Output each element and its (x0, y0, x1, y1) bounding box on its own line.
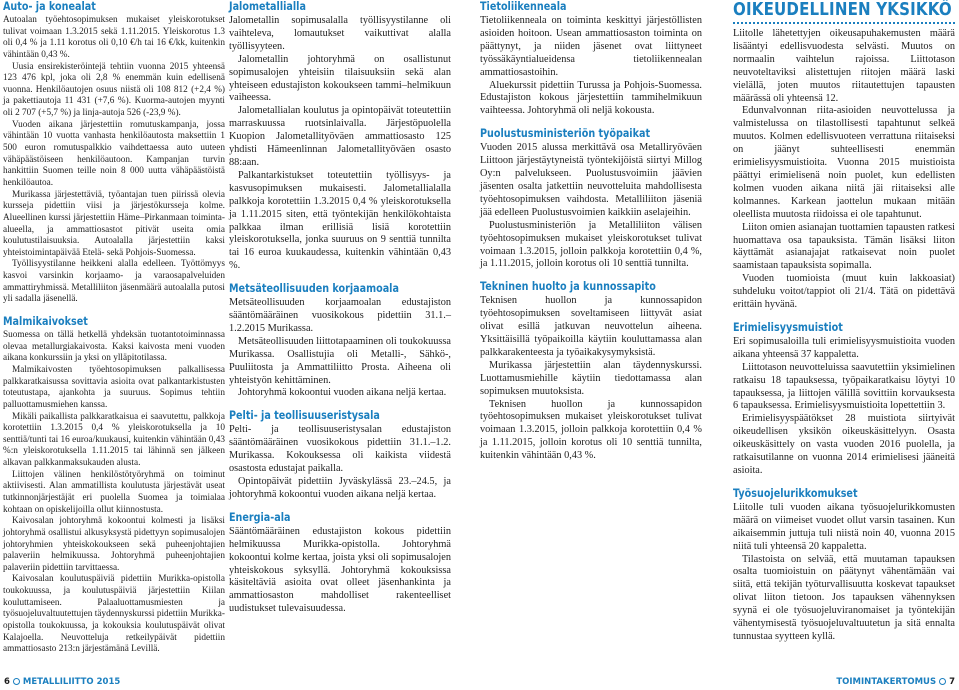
column-jalometallialla (229, 0, 451, 616)
page-number-left: 6 (4, 677, 10, 687)
heading-malmikaivokset: Malmikaivokset (3, 315, 88, 329)
paragraph: Tilastoista on selvää, että muutaman tapauksen osalta tuomioistuin on päätynyt vähentämään vai siitä, että tekijän työturvallisuutta koskevat tapaukset olivat liiton tietoon. Jos tapauksen vähennyksen syynä ei ole työsuojeluviranomaiset ja työntekijän vähentymisestä työsuojeluvaltuutetun ja sitä ennalta tunnustaa syytteen kyllä. (733, 553, 955, 642)
report-title: TOIMINTAKERTOMUS (836, 677, 937, 687)
heading-energia-ala: Energia-ala (229, 510, 291, 524)
paragraph: Suomessa on tällä hetkellä yhdeksän tuotantotoiminnassa olevaa metallurgiakaivosta. Kaksi kaivosta meni vuoden aikana konkurssiin ja yksi on ylläpitotilassa. (3, 330, 225, 364)
paragraph: Kaivosalan koulutuspäiviä pidettiin Murikka-opistolla toukokuussa, ja koulutuspäiviä järjestettiin Kiilan kouluttamiseen. Palaaluottamusmiesten ja työsuojeluvaltuutettujen täydennyskurssi pidettiin Murikka-opistolla toukokuussa, ja kokouksia koulutuspäivät olivat Kalajoella. Neuvotteluja retkeilypäivät pidettiin ammattiosasto 213:n järjestämänä Levillä. (3, 574, 225, 655)
paragraph: Murikassa järjestettäviä, työantajan tuen piirissä olevia kursseja pidettiin viisi ja järjestökursseja kolme. Alueellinen kurssi järjestettiin Häme–Pirkanmaan toiminta-alueella, ja ammattiosastot pitivät useita omia koulutustilaisuuksia. Autoalalla järjestettiin kaksi yhteistoimintapäivää Etelä- sekä Pohjois-Suomessa. (3, 189, 225, 258)
paragraph: Jalometallin johtoryhmä on osallistunut sopimusalojen yhteisiin tilaisuuksiin sekä alan yhteiseen edustajiston kokoukseen tammi–helmikuun vaiheessa. (229, 53, 451, 104)
paragraph: Malmikaivosten työehtosopimuksen palkallisessa palkkaratkaisussa sovittavia asioita ovat palkantarkistusten toteutustapa, ajankohta ja suuruus. Sopimus tehtiin palluottamusmiehen kanssa. (3, 364, 225, 410)
paragraph: Liitolle lähetettyjen oikeusapuhakemusten määrä lisääntyi edellisvuodesta selvästi. Muutos on normaalin vaihtelun rajoissa. Liittotason neuvoteltaviksi alistettujen riitojen määrä laski vielällä, joten muutos riitautettujen tapausten määrässä oli yhteensä 12. (733, 28, 955, 104)
heading-pelti-ja-teollisuuseristysala: Pelti- ja teollisuuseristysala (229, 409, 380, 423)
footer-right (836, 675, 955, 689)
paragraph: Tietoliikenneala on toiminta keskittyi järjestöllisten asioiden hoitoon. Usean ammattiosaston toiminta on päättynyt, ja niiden jäsenet ovat liittyneet työssäkäyntialueidensa tietoliikennealan ammattiosastoihin. (480, 15, 702, 78)
heading-metsateollisuuden-korjaamoala: Metsäteollisuuden korjaamoala (229, 282, 399, 296)
paragraph: Autoalan työehtosopimuksen mukaiset yleiskorotukset tulivat voimaan 1.3.2015 sekä 1.11.2015. Yleiskorotus 1.3 oli 0,4 % ja 1.11 korotus oli 0,10 €/h tai 16 €/kk, kuitenkin vähintään 0,43 %. (3, 15, 225, 60)
heading-puolustusministerion-tyopaikat: Puolustusministeriön työpaikat (480, 127, 651, 141)
paragraph: Palkantarkistukset toteutettiin työllisyys- ja kasvusopimuksen mukaisesti. Jalometallialalla palkkoja korotettiin 1.3.2015 0,4 % yleiskorotuksella ja 1.11.2015 siten, että työntekijän henkilökohtaista palkkaa ilman erillisiä lisiä korotettiin yleiskorotuksella, jonka suuruus on 9 senttiä tunnilta tai 16 euroa kuukaudessa, kuitenkin vähintään 0,43 %. (229, 169, 451, 272)
paragraph: Sääntömääräinen edustajiston kokous pidettiin helmikuussa Murikka-opistolla. Johtoryhmä kokoontui kolme kertaa, joista yksi oli sopimusalojen yhteiskokous syksyllä. Johtoryhmä kokouksissa käsiteltäviä asioita ovat olleet jäsenhankinta ja ammattiosaston mahdolliset rakenteelliset uudistukset tulevaisuudessa. (229, 525, 451, 615)
page-number-right: 7 (949, 677, 955, 687)
section-masthead: OIKEUDELLINEN YKSIKKÖ (733, 0, 952, 20)
paragraph: Liiton omien asianajan tuottamien tapausten ratkesi huomattava osa tapauksista. Tämän lisäksi liiton käyttämät asianajajat ratkaisevat noin puolet saamistaan tapauksista sopimalla. (733, 221, 955, 272)
heading-tyosuojelurikkomukset: Työsuojelurikkomukset (733, 486, 858, 500)
paragraph: Liitolle tuli vuoden aikana työsuojelurikkomusten määrä on viimeiset vuodet ollut varsin tasainen. Kun aikaisemmin juttuja tuli niistä noin 40, vuonna 2015 niitä tuli yhteensä 20 kappaletta. (733, 501, 955, 552)
publication-title: METALLILIITTO 2015 (22, 677, 121, 687)
paragraph: Aluekurssit pidettiin Turussa ja Pohjois-Suomessa. Edustajiston kokous järjestettiin tammihelmikuun vaihteessa. Johtoryhmä oli neljä kokousta. (480, 79, 702, 117)
paragraph: Uusia ensirekisteröintejä tehtiin vuonna 2015 yhteensä 123 476 kpl, joka oli 2,8 % enemmän kuin edellisenä vuonna. Henkilöautojen osuus niistä oli 108 812 (+2,4 %) ja pakettiautoja 11 431 (+7,6 %). Kuorma-autojen myynti oli 2 707 (+5,7 %) ja linja-autoja 526 (-23,9 %). (3, 61, 225, 119)
paragraph: Jalometallialan koulutus ja opintopäivät toteutettiin marraskuussa ruotsinlaivalla. Järjestöpuolella Kuopion Jalometallityöväen ammattiosasto 125 yhdisti Hämeenlinnan Jalometallityöväen osasto 88:aan. (229, 105, 451, 168)
paragraph: Liittojen välinen henkilöstötyöryhmä on toiminut aktiivisesti. Alan ammatillista koulutusta järjestävät useat tutkinnonjärjestäjät eri puolella Suomea ja toimialaa kohtaan on opiskelijoilla ollut kiinnostusta. (3, 469, 225, 515)
paragraph: Eri sopimusaloilla tuli erimielisyysmuistioita vuoden aikana yhteensä 37 kappaletta. (733, 335, 955, 360)
circle-icon (13, 678, 20, 685)
paragraph: Puolustusministeriön ja Metalliliiton välisen työehtosopimuksen mukaiset yleiskorotukset tulivat voimaan 1.3.2015, jolloin palkkoja korotettiin 0,4 %, ja 1.11.2015, jolloin korotus oli 10 senttiä tunnilta. (480, 219, 702, 270)
heading-jalometallialla: Jalometallialla (229, 0, 306, 13)
paragraph: Työllisyystilanne heikkeni alalla edelleen. Työttömyys kasvoi varsinkin korjaamo- ja varaosapalveluiden ammattiryhmissä. Metalliliiton jäsenmäärä autoalalla putosi yli sadalla jäsenellä. (3, 259, 225, 305)
paragraph: Opintopäivät pidettiin Jyväskylässä 23.–24.5, ja johtoryhmä kokoontui vuoden aikana neljä kertaa. (229, 476, 451, 500)
column-tietoliikenneala (480, 0, 702, 463)
circle-icon (939, 678, 946, 685)
paragraph: Murikassa järjestettiin alan täydennyskurssi. Luottamusmiehille käytiin tiedottamassa alan sopimuksen muutoksista. (480, 359, 702, 397)
paragraph: Vuoden 2015 alussa merkittävä osa Metalliryöväen Liittoon järjestäytyneistä työntekijöistä siirtyi Millog Oy:n palvelukseen. Puolustusvoimiin jäävien jäsenten osalta jatkettiin neuvotteluita mahdollisesta työehtosopimuksen vaihdosta. Metalliliiton jäseniä jää edelleen Puolustusvoimien kaikkiin aselajeihin. (480, 142, 702, 218)
paragraph: Erimielisyyspäätökset 28 muistiota siirtyivät oikeudellisen yksikön oikeuskäsittelyyn. Osasta oikeuskäsittely on vasta vuoden 2016 puolella, ja ratkaisutilanne on vuonna 2014 erimielisesi jääneitä asioita. (733, 413, 955, 476)
paragraph: Edunvalvonnan riita-asioiden neuvottelussa ja valmistelussa on tilastollisesti tapahtunut selkeä muutos. Kolmen edellisvuoteen verrattuna riitaiseksi on jäänyt suhteellisesti enemmän erimielisyysmuistioita. Vuonna 2015 muistioista päättyi erimielisenä noin puolet, kun edellisten kolmen vuoden aikana niitä jäi riitaiseksi alle kolmannes. Karkean jaottelun mukaan mitään oleellista muutosta riidoissa ei ole tapahtunut. (733, 105, 955, 220)
column-oikeudellinen-yksikko (733, 0, 955, 644)
paragraph: Teknisen huollon ja kunnossapidon työehtosopimuksen mukaiset yleiskorotukset tulivat voimaan 1.3.2015, jolloin palkkoja korotettiin 0,4 % ja 1.11.2015, jolloin korotus oli 10 senttiä tunnilta, kuitenkin vähintään 0,43 %. (480, 398, 702, 462)
paragraph: Vuoden tuomioista (muut kuin lakkoasiat) suhdeluku voitot/tappiot oli 21/4. Tätä on pidettävä erittäin hyvänä. (733, 273, 955, 311)
paragraph: Liittotason neuvotteluissa saavutettiin yksimielinen ratkaisu 18 tapauksessa, työpaikaratkaisu löytyi 10 tapauksessa, ja liittojen välillä sovittiin korvauksesta 6 tapauksessa. Erimielisyysmuistioita lopettettiin 3. (733, 361, 955, 412)
paragraph: Teknisen huollon ja kunnossapidon työehtosopimuksen soveltamiseen liittyvät asiat olivat esillä jatkuvan neuvottelun aiheena. Yksittäisillä työpaikoilla käytiin kouluttamassa alan palkkarakenteesta ja työaikakysymyksistä. (480, 295, 702, 358)
paragraph: Johtoryhmä kokoontui vuoden aikana neljä kertaa. (238, 387, 447, 399)
column-auto-ja-konealat (3, 0, 225, 656)
heading-tekninen-huolto: Tekninen huolto ja kunnossapito (480, 280, 656, 294)
paragraph: Kaivosalan johtoryhmä kokoontui kolmesti ja lisäksi johtoryhmä osallistui alkusyksystä pidettyyn sopimusalojen johtoryhmien yhteiskokoukseen sekä puheenjohtajien palaveriin helmikuussa. Johtoryhmä puheenjohtajien palaveriin pidettiin tarvittaessa. (3, 516, 225, 573)
paragraph: Jalometallin sopimusalalla työllisyystilanne oli vaihteleva, lomautukset vaikuttivat alalla työllisyyteen. (229, 15, 451, 52)
paragraph: Pelti- ja teollisuuseristysalan edustajiston sääntömääräinen vuosikokous pidettiin 31.1.–1.2. Murikassa. Kokouksessa oli kaikista viidestä osastosta edustajat paikalla. (229, 424, 451, 475)
heading-tietoliikenneala: Tietoliikenneala (480, 0, 567, 13)
paragraph: Vuoden aikana järjestettiin romutuskampanja, jossa vähintään 10 vuotta vanhasta henkilöautosta maksettiin 1 500 euron romutuspalkkio vaihdettaessa auto uuteen vähäpäästöiseen henkilöautoon. Kampanjan turvin hankittiin Suomen teille noin 8 000 uutta vähäpäästöistä henkilöautoa. (3, 119, 225, 188)
dotted-divider (733, 22, 955, 24)
heading-erimielisyysmuistiot: Erimielisyysmuistiot (733, 320, 843, 334)
heading-auto-ja-konealat: Auto- ja konealat (3, 0, 96, 13)
paragraph: Mikäli paikallista palkkaratkaisua ei saavutettu, palkkoja korotettiin 1.3.2015 0,4 % yleiskorotuksella ja 10 senttiä/tunti tai 16 euroa/kuukausi, kuitenkin vähintään 0,43 %:n yleiskorotuksella 1.11.2015 tai lähinnä sen jälkeen alkavan palkkanmaksukauden alusta. (3, 411, 225, 469)
paragraph: Metsäteollisuuden liittotapaaminen oli toukokuussa Murikassa. Osallistujia oli Metalli-, Sähkö-, Puuliitosta ja Ammattiliitto Prosta. Aiheena oli yhteistyön kehittäminen. (229, 335, 451, 386)
footer-left (4, 675, 120, 689)
paragraph: Metsäteollisuuden korjaamoalan edustajiston sääntömääräinen vuosikokous pidettiin 31.1.–1.2.2015 Murikassa. (229, 297, 451, 334)
